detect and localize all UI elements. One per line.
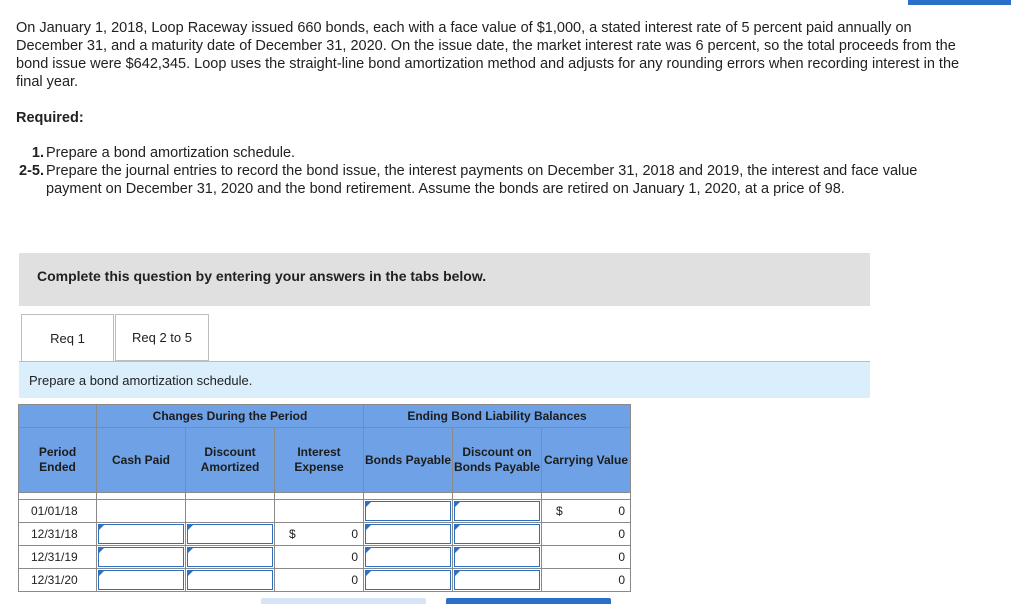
table-row <box>19 500 631 523</box>
discount-amortized-cell <box>186 500 275 523</box>
period-cell: 12/31/20 <box>19 569 97 592</box>
amortization-schedule-table <box>18 404 631 592</box>
discount-on-bonds-cell <box>453 546 542 569</box>
interest-value: 0 <box>351 527 358 541</box>
bonds-payable-cell <box>364 500 453 523</box>
interest-value: 0 <box>351 573 358 587</box>
dollar-sign: $ <box>289 527 296 541</box>
discount-on-bonds-input[interactable] <box>454 570 540 590</box>
tab-req-1[interactable] <box>21 314 114 362</box>
group-header-changes: Changes During the Period <box>97 405 364 428</box>
cash-cell <box>97 546 186 569</box>
interest-cell <box>275 500 364 523</box>
discount-on-bonds-input[interactable] <box>454 501 540 521</box>
col-header-bonds-payable: Bonds Payable <box>364 428 453 493</box>
bonds-payable-cell <box>364 569 453 592</box>
discount-on-bonds-cell <box>453 569 542 592</box>
carrying-value: 0 <box>618 573 625 587</box>
carrying-cell <box>542 569 631 592</box>
tab-label: Req 2 to 5 <box>132 330 192 345</box>
carrying-value: 0 <box>618 527 625 541</box>
spacer-row <box>19 493 631 500</box>
period-cell: 01/01/18 <box>19 500 97 523</box>
interest-cell <box>275 523 364 546</box>
discount-amortized-cell <box>186 546 275 569</box>
discount-amortized-input[interactable] <box>187 547 273 567</box>
bonds-payable-input[interactable] <box>365 570 451 590</box>
dollar-sign: $ <box>556 504 563 518</box>
interest-value: 0 <box>351 550 358 564</box>
interest-cell <box>275 546 364 569</box>
col-header-carrying: Carrying Value <box>542 428 631 493</box>
requirement-text: Prepare a bond amortization schedule. <box>46 145 296 161</box>
prev-tab-button[interactable] <box>261 598 426 604</box>
discount-amortized-cell <box>186 523 275 546</box>
cash-paid-input[interactable] <box>98 524 184 544</box>
cash-cell <box>97 523 186 546</box>
bonds-payable-input[interactable] <box>365 501 451 521</box>
col-header-period: Period Ended <box>19 428 97 493</box>
interest-cell <box>275 569 364 592</box>
bonds-payable-input[interactable] <box>365 547 451 567</box>
cash-cell <box>97 500 186 523</box>
next-tab-button[interactable] <box>446 598 611 604</box>
tab-instruction: Prepare a bond amortization schedule. <box>19 362 870 398</box>
requirement-item <box>16 144 966 162</box>
header-blank <box>19 405 97 428</box>
discount-on-bonds-cell <box>453 500 542 523</box>
cash-paid-input[interactable] <box>98 570 184 590</box>
bonds-payable-cell <box>364 546 453 569</box>
carrying-cell <box>542 523 631 546</box>
requirement-item <box>16 162 966 198</box>
tab-label: Req 1 <box>50 330 85 346</box>
period-cell: 12/31/19 <box>19 546 97 569</box>
problem-intro: On January 1, 2018, Loop Raceway issued 660 bonds, each with a face value of $1,000, a stated interest rate of 5 percent paid annually on December 31, and a maturity date of December 31, 2020. On the issue date, the market interest rate was 6 percent, so the total proceeds from the bond issue were $642,345. Loop uses the straight-line bond amortization method and adjusts for any rounding errors when recording interest in the final year. <box>16 20 960 90</box>
requirement-text: Prepare the journal entries to record the bond issue, the interest payments on December 31, 2018 and 2019, the interest and face value payment on December 31, 2020 and the bond retirement. Assume the bonds are retired on January 1, 2020, at a price of 98. <box>46 163 918 197</box>
bonds-payable-input[interactable] <box>365 524 451 544</box>
group-header-ending: Ending Bond Liability Balances <box>364 405 631 428</box>
col-header-discount-on-bonds: Discount on Bonds Payable <box>453 428 542 493</box>
discount-on-bonds-input[interactable] <box>454 524 540 544</box>
table-row <box>19 546 631 569</box>
table-row <box>19 569 631 592</box>
carrying-value: 0 <box>618 504 625 518</box>
cash-paid-input[interactable] <box>98 547 184 567</box>
requirements-list <box>16 144 966 198</box>
requirement-number: 1. <box>31 145 44 161</box>
carrying-cell <box>542 546 631 569</box>
table-row <box>19 523 631 546</box>
bonds-payable-cell <box>364 523 453 546</box>
requirement-number: 2-5. <box>19 163 44 179</box>
top-accent-bar <box>908 0 1011 5</box>
col-header-cash: Cash Paid <box>97 428 186 493</box>
instructions-banner: Complete this question by entering your answers in the tabs below. <box>19 253 870 306</box>
carrying-value: 0 <box>618 550 625 564</box>
col-header-discount-amortized: Discount Amortized <box>186 428 275 493</box>
cash-cell <box>97 569 186 592</box>
period-cell: 12/31/18 <box>19 523 97 546</box>
col-header-interest: Interest Expense <box>275 428 364 493</box>
carrying-cell <box>542 500 631 523</box>
discount-amortized-input[interactable] <box>187 570 273 590</box>
required-heading: Required: <box>16 110 84 126</box>
discount-amortized-input[interactable] <box>187 524 273 544</box>
discount-amortized-cell <box>186 569 275 592</box>
tab-req-2-to-5[interactable] <box>115 314 209 361</box>
discount-on-bonds-cell <box>453 523 542 546</box>
discount-on-bonds-input[interactable] <box>454 547 540 567</box>
